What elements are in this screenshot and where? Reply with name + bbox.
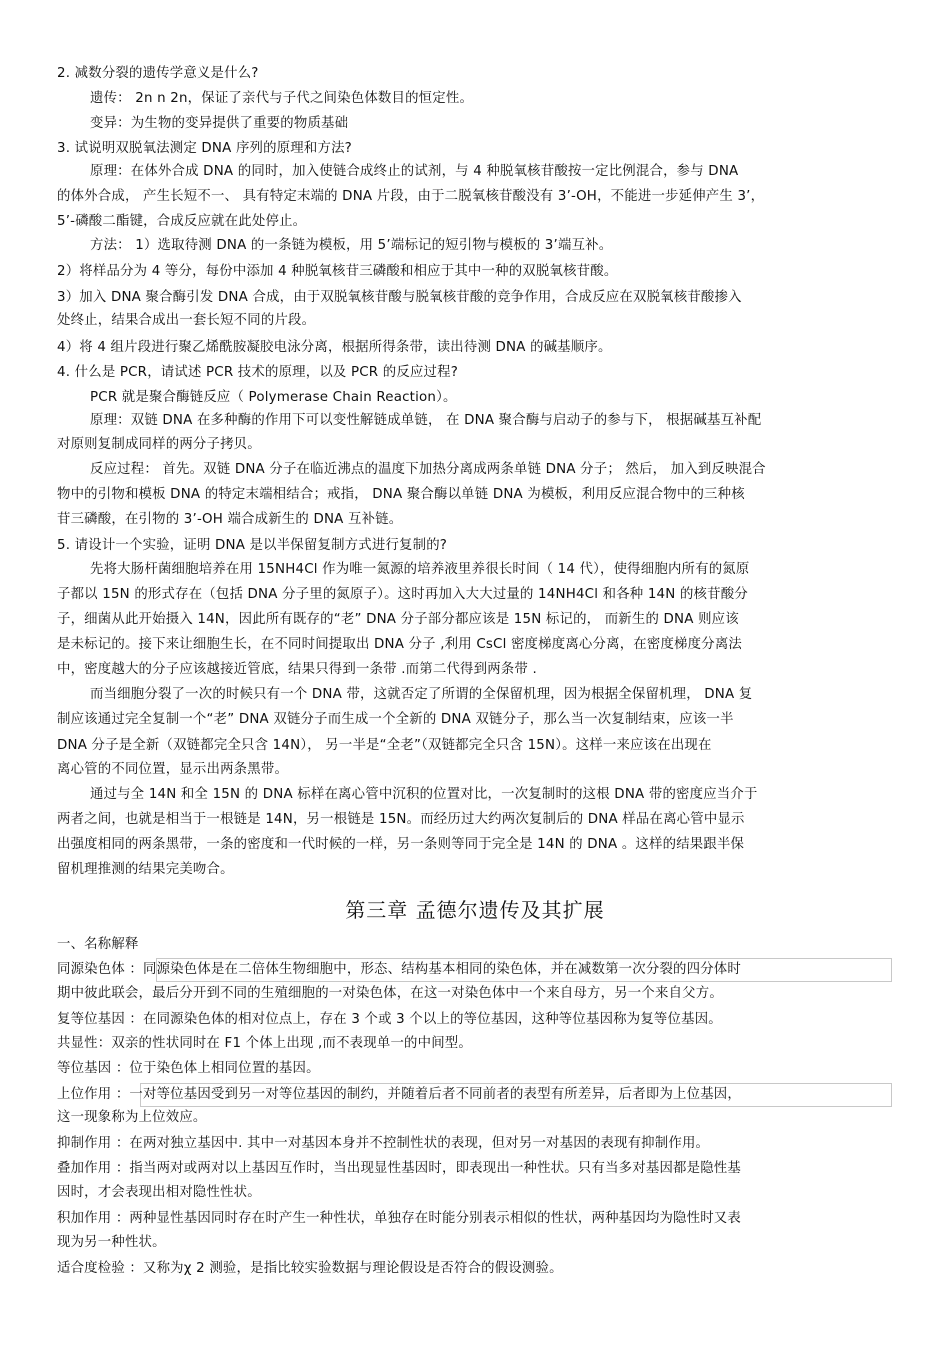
question-3: 3. 试说明双脱氧法测定 DNA 序列的原理和方法? [57,141,352,156]
q4-line: 对原则复制成同样的两分子拷贝。 [57,437,261,452]
term-line: 积加作用 ：两种显性基因同时存在时产生一种性状，单独存在时能分别表示相似的性状，两种基因均为隐性时又表 [57,1211,741,1226]
q4-line: PCR 就是聚合酶链反应（ Polymerase Chain Reaction）。 [90,390,457,405]
q5-line: 中，密度越大的分子应该越接近管底，结果只得到一条带 .而第二代得到两条带 . [57,662,537,677]
term-line: 期中彼此联会，最后分开到不同的生殖细胞的一对染色体，在这一对染色体中一个来自母方，另一个来自父方。 [57,986,723,1001]
q5-line: 制应该通过完全复制一个“老” DNA 双链分子而生成一个全新的 DNA 双链分子，那么当一次复制结束，应该一半 [57,712,734,727]
q5-line: 而当细胞分裂了一次的时候只有一个 DNA 带，这就否定了所谓的全保留机理，因为根据全保留机理， DNA 复 [90,687,753,702]
q5-line: 两者之间，也就是相当于一根链是 14N，另一根链是 15N。而经历过大约两次复制后的 DNA 样品在离心管中显示 [57,812,745,827]
question-2: 2. 减数分裂的遗传学意义是什么? [57,66,259,81]
term-line: 叠加作用 ：指当两对或两对以上基因互作时，当出现显性基因时，即表现出一种性状。只有当多对基因都是隐性基 [57,1161,741,1176]
term-line: 抑制作用 ：在两对独立基因中. 其中一对基因本身并不控制性状的表现，但对另一对基因的表现有抑制作用。 [57,1136,710,1151]
q5-line: 留机理推测的结果完美吻合。 [57,862,234,877]
q3-line: 处终止，结果合成出一套长短不同的片段。 [57,313,316,328]
q5-line: 是未标记的。接下来让细胞生长，在不同时间提取出 DNA 分子 ,利用 CsCl 密度梯度离心分离，在密度梯度分离法 [57,637,743,652]
term-line: 因时，才会表现出相对隐性性状。 [57,1185,261,1200]
q5-line: DNA 分子是全新（双链都完全只含 14N）， 另一半是“全老”（双链都完全只含 15N）。这样一来应该在出现在 [57,738,712,753]
term-line: 同源染色体 ：同源染色体是在二倍体生物细胞中，形态、结构基本相同的染色体，并在减数第一次分裂的四分体时 [57,962,741,977]
q3-line: 3）加入 DNA 聚合酶引发 DNA 合成，由于双脱氧核苷酸与脱氧核苷酸的竞争作用，合成反应在双脱氧核苷酸掺入 [57,290,742,305]
section-heading: 一、名称解释 [57,937,139,952]
q2-answer-variation: 变异：为生物的变异提供了重要的物质基础 [90,116,349,131]
q4-line: 反应过程： 首先。双链 DNA 分子在临近沸点的温度下加热分离成两条单链 DNA 分子； 然后， 加入到反映混合 [90,462,766,477]
term-line: 上位作用 ：一对等位基因受到另一对等位基因的制约，并随着后者不同前者的表型有所差异，后者即为上位基因， [57,1087,741,1102]
term-line: 现为另一种性状。 [57,1235,166,1250]
term-line: 复等位基因 ：在同源染色体的相对位点上，存在 3 个或 3 个以上的等位基因，这种等位基因称为复等位基因。 [57,1012,722,1027]
question-5: 5. 请设计一个实验，证明 DNA 是以半保留复制方式进行复制的? [57,538,448,553]
q4-line: 物中的引物和模板 DNA 的特定末端相结合；戒指， DNA 聚合酶以单链 DNA 为模板，利用反应混合物中的三种核 [57,487,745,502]
q5-line: 通过与全 14N 和全 15N 的 DNA 标样在离心管中沉积的位置对比，一次复制时的这根 DNA 带的密度应当介于 [90,787,758,802]
q2-answer-heredity: 遗传： 2n n 2n，保证了亲代与子代之间染色体数目的恒定性。 [90,91,474,106]
term-line: 这一现象称为上位效应。 [57,1110,207,1125]
q3-line: 方法： 1）选取待测 DNA 的一条链为模板，用 5’端标记的短引物与模板的 3’端互补。 [90,238,613,253]
chapter-title: 第三章 孟德尔遗传及其扩展 [345,898,605,922]
term-line: 共显性：双亲的性状同时在 F1 个体上出现 ,而不表现单一的中间型。 [57,1036,472,1051]
q5-line: 子，细菌从此开始摄入 14N，因此所有既存的“老” DNA 分子部分都应该是 15N 标记的， 而新生的 DNA 则应该 [57,612,739,627]
q3-line: 的体外合成， 产生长短不一、 具有特定末端的 DNA 片段，由于二脱氧核苷酸没有 3’-OH，不能进一步延伸产生 3’， [57,189,765,204]
question-4: 4. 什么是 PCR，请试述 PCR 技术的原理，以及 PCR 的反应过程? [57,365,459,380]
q5-line: 离心管的不同位置，显示出两条黑带。 [57,762,289,777]
q3-line: 4）将 4 组片段进行聚乙烯酰胺凝胶电泳分离，根据所得条带，读出待测 DNA 的碱基顺序。 [57,340,612,355]
q4-line: 苷三磷酸，在引物的 3’-OH 端合成新生的 DNA 互补链。 [57,512,403,527]
q3-line: 原理：在体外合成 DNA 的同时，加入使链合成终止的试剂，与 4 种脱氧核苷酸按一定比例混合，参与 DNA [90,164,739,179]
q5-line: 先将大肠杆菌细胞培养在用 15NH4Cl 作为唯一氮源的培养液里养很长时间（ 14 代），使得细胞内所有的氮原 [90,562,750,577]
q4-line: 原理：双链 DNA 在多种酶的作用下可以变性解链成单链， 在 DNA 聚合酶与启动子的参与下， 根据碱基互补配 [90,413,762,428]
q3-line: 5’-磷酸二酯键，合成反应就在此处停止。 [57,214,307,229]
q5-line: 子都以 15N 的形式存在（包括 DNA 分子里的氮原子）。这时再加入大大过量的 14NH4Cl 和各种 14N 的核苷酸分 [57,587,748,602]
term-line: 适合度检验 ：又称为χ 2 测验，是指比较实验数据与理论假设是否符合的假设测验。 [57,1261,563,1276]
q3-line: 2）将样品分为 4 等分，每份中添加 4 种脱氧核苷三磷酸和相应于其中一种的双脱氧核苷酸。 [57,264,618,279]
term-line: 等位基因 ：位于染色体上相同位置的基因。 [57,1061,320,1076]
q5-line: 出强度相同的两条黑带，一条的密度和一代时候的一样，另一条则等同于完全是 14N 的 DNA 。这样的结果跟半保 [57,837,745,852]
